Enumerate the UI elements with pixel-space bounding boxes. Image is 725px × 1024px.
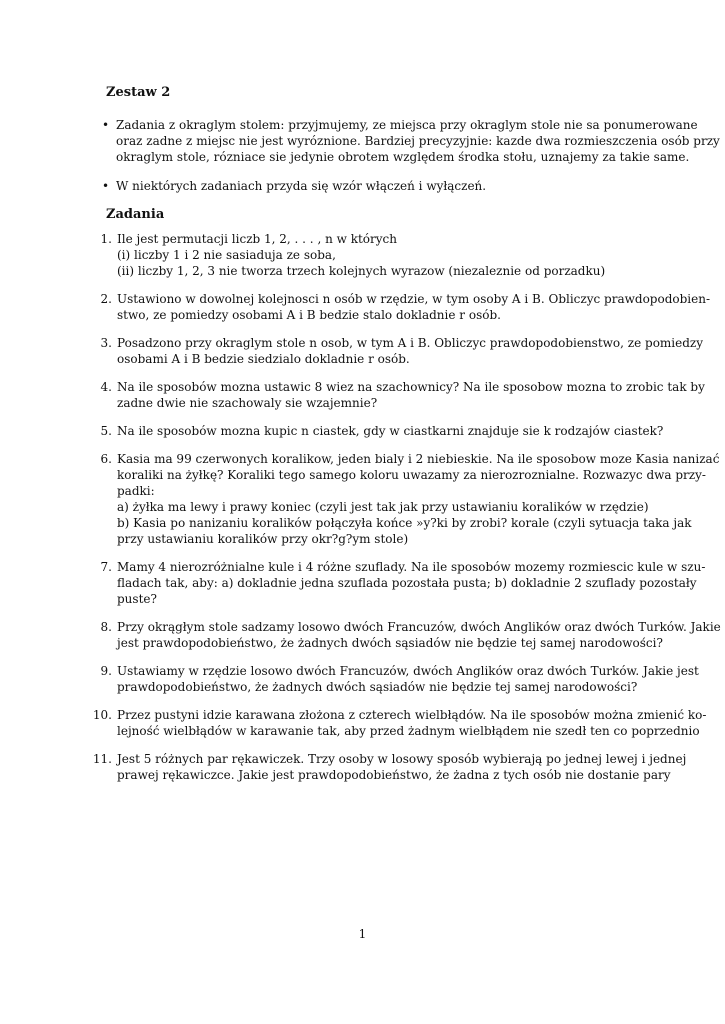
task-number: 4. (100, 380, 112, 394)
task-line: Ustawiono w dowolnej kolejnosci n osób w rzędzie, w tym osoby A i B. Obliczyc prawdopodobien- (117, 292, 711, 306)
task-line: a) żyłka ma lewy i prawy koniec (czyli jest tak jak przy ustawianiu koralików w rzędzie) (117, 500, 649, 514)
bullet-icon: • (102, 179, 110, 193)
task-line: fladach tak, aby: a) dokladnie jedna szuflada pozostała pusta; b) dokladnie 2 szuflady pozostały (117, 576, 697, 590)
task-line: puste? (117, 592, 157, 606)
task-item (100, 291, 711, 323)
note-item (102, 178, 638, 194)
page-number: 1 (358, 927, 367, 941)
task-line: lejność wielbłądów w karawanie tak, aby przed żadnym wielbłądem nie szedł ten co poprzednio (117, 724, 700, 738)
task-item (100, 335, 704, 367)
task-number: 1. (100, 232, 112, 246)
note-line: oraz zadne z miejsc nie jest wyróznione. Bardziej precyzyjnie: kazde dwa rozmieszczenia osób przy (116, 134, 720, 148)
task-item (92, 707, 707, 739)
note-line: okraglym stole, rózniace sie jedynie obrotem względem środka stołu, uznajemy za takie same. (116, 150, 690, 164)
task-line: (i) liczby 1 i 2 nie sasiaduja ze soba, (117, 248, 336, 262)
task-line: Posadzono przy okraglym stole n osob, w tym A i B. Obliczyc prawdopodobienstwo, ze pomiedzy (117, 336, 704, 350)
task-item (100, 663, 699, 695)
task-number: 3. (100, 336, 112, 350)
task-number: 9. (100, 664, 112, 678)
task-item (100, 451, 720, 547)
section-title: Zestaw 2 (106, 85, 171, 100)
task-line: prawdopodobieństwo, że żadnych dwóch sąsiadów nie będzie tej samej narodowości? (117, 680, 638, 694)
task-line: Ustawiamy w rzędzie losowo dwóch Francuzów, dwóch Anglików oraz dwóch Turków. Jakie jest (117, 664, 699, 678)
tasks-list (92, 231, 721, 783)
task-line: (ii) liczby 1, 2, 3 nie tworza trzech kolejnych wyrazow (niezaleznie od porzadku) (117, 264, 606, 278)
task-line: padki: (117, 484, 155, 498)
task-item (100, 379, 705, 411)
task-item (100, 231, 638, 279)
bullet-icon: • (102, 118, 110, 132)
task-number: 10. (92, 708, 112, 722)
notes-list (102, 117, 720, 194)
note-line: Zadania z okraglym stolem: przyjmujemy, ze miejsca przy okraglym stole nie sa ponumerowane (116, 118, 698, 132)
task-line: Mamy 4 nierozróżnialne kule i 4 różne szuflady. Na ile sposobów mozemy rozmiescic kule w szu- (117, 560, 706, 574)
task-item (92, 751, 687, 783)
task-line: osobami A i B bedzie siedzialo dokladnie r osób. (117, 352, 410, 366)
task-number: 8. (100, 620, 112, 634)
task-line: Na ile sposobów mozna kupic n ciastek, gdy w ciastkarni znajduje sie k rodzajów ciastek? (117, 424, 664, 438)
task-number: 11. (92, 752, 112, 766)
task-item (100, 423, 664, 439)
page-content (92, 85, 721, 795)
note-line: W niektórych zadaniach przyda się wzór włączeń i wyłączeń. (116, 179, 487, 193)
tasks-heading: Zadania (106, 207, 165, 222)
task-line: Przy okrągłym stole sadzamy losowo dwóch Francuzów, dwóch Anglików oraz dwóch Turków. Jakie (117, 620, 721, 634)
task-number: 7. (100, 560, 112, 574)
task-line: prawej rękawiczce. Jakie jest prawdopodobieństwo, że żadna z tych osób nie dostanie pary (117, 768, 671, 782)
task-line: Kasia ma 99 czerwonych koralikow, jeden bialy i 2 niebieskie. Na ile sposobow moze Kasia nanizać (117, 452, 720, 466)
task-line: koraliki na żyłkę? Koraliki tego samego koloru uwazamy za nierozroznialne. Rozwazyc dwa przy- (117, 468, 706, 482)
task-line: Ile jest permutacji liczb 1, 2, . . . , n w których (117, 232, 397, 246)
task-line: Na ile sposobów mozna ustawic 8 wiez na szachownicy? Na ile sposobow mozna to zrobic tak by (117, 380, 705, 394)
note-item (102, 117, 720, 165)
task-item (100, 559, 706, 607)
task-number: 6. (100, 452, 112, 466)
task-line: zadne dwie nie szachowaly sie wzajemnie? (117, 396, 378, 410)
task-number: 2. (100, 292, 112, 306)
task-line: przy ustawianiu koralików przy okr?g?ym stole) (117, 532, 409, 546)
task-number: 5. (100, 424, 112, 438)
task-line: stwo, ze pomiedzy osobami A i B bedzie stalo dokladnie r osób. (117, 308, 501, 322)
task-item (100, 619, 721, 651)
task-line: Przez pustyni idzie karawana złożona z czterech wielbłądów. Na ile sposobów można zmienić ko- (117, 708, 707, 722)
task-line: Jest 5 różnych par rękawiczek. Trzy osoby w losowy sposób wybierają po jednej lewej i jednej (117, 752, 687, 766)
task-line: b) Kasia po nanizaniu koralików połączyła końce »y?ki by zrobi? korale (czyli sytuacja taka jak (117, 516, 692, 530)
task-line: jest prawdopodobieństwo, że żadnych dwóch sąsiadów nie będzie tej samej narodowości? (117, 636, 663, 650)
